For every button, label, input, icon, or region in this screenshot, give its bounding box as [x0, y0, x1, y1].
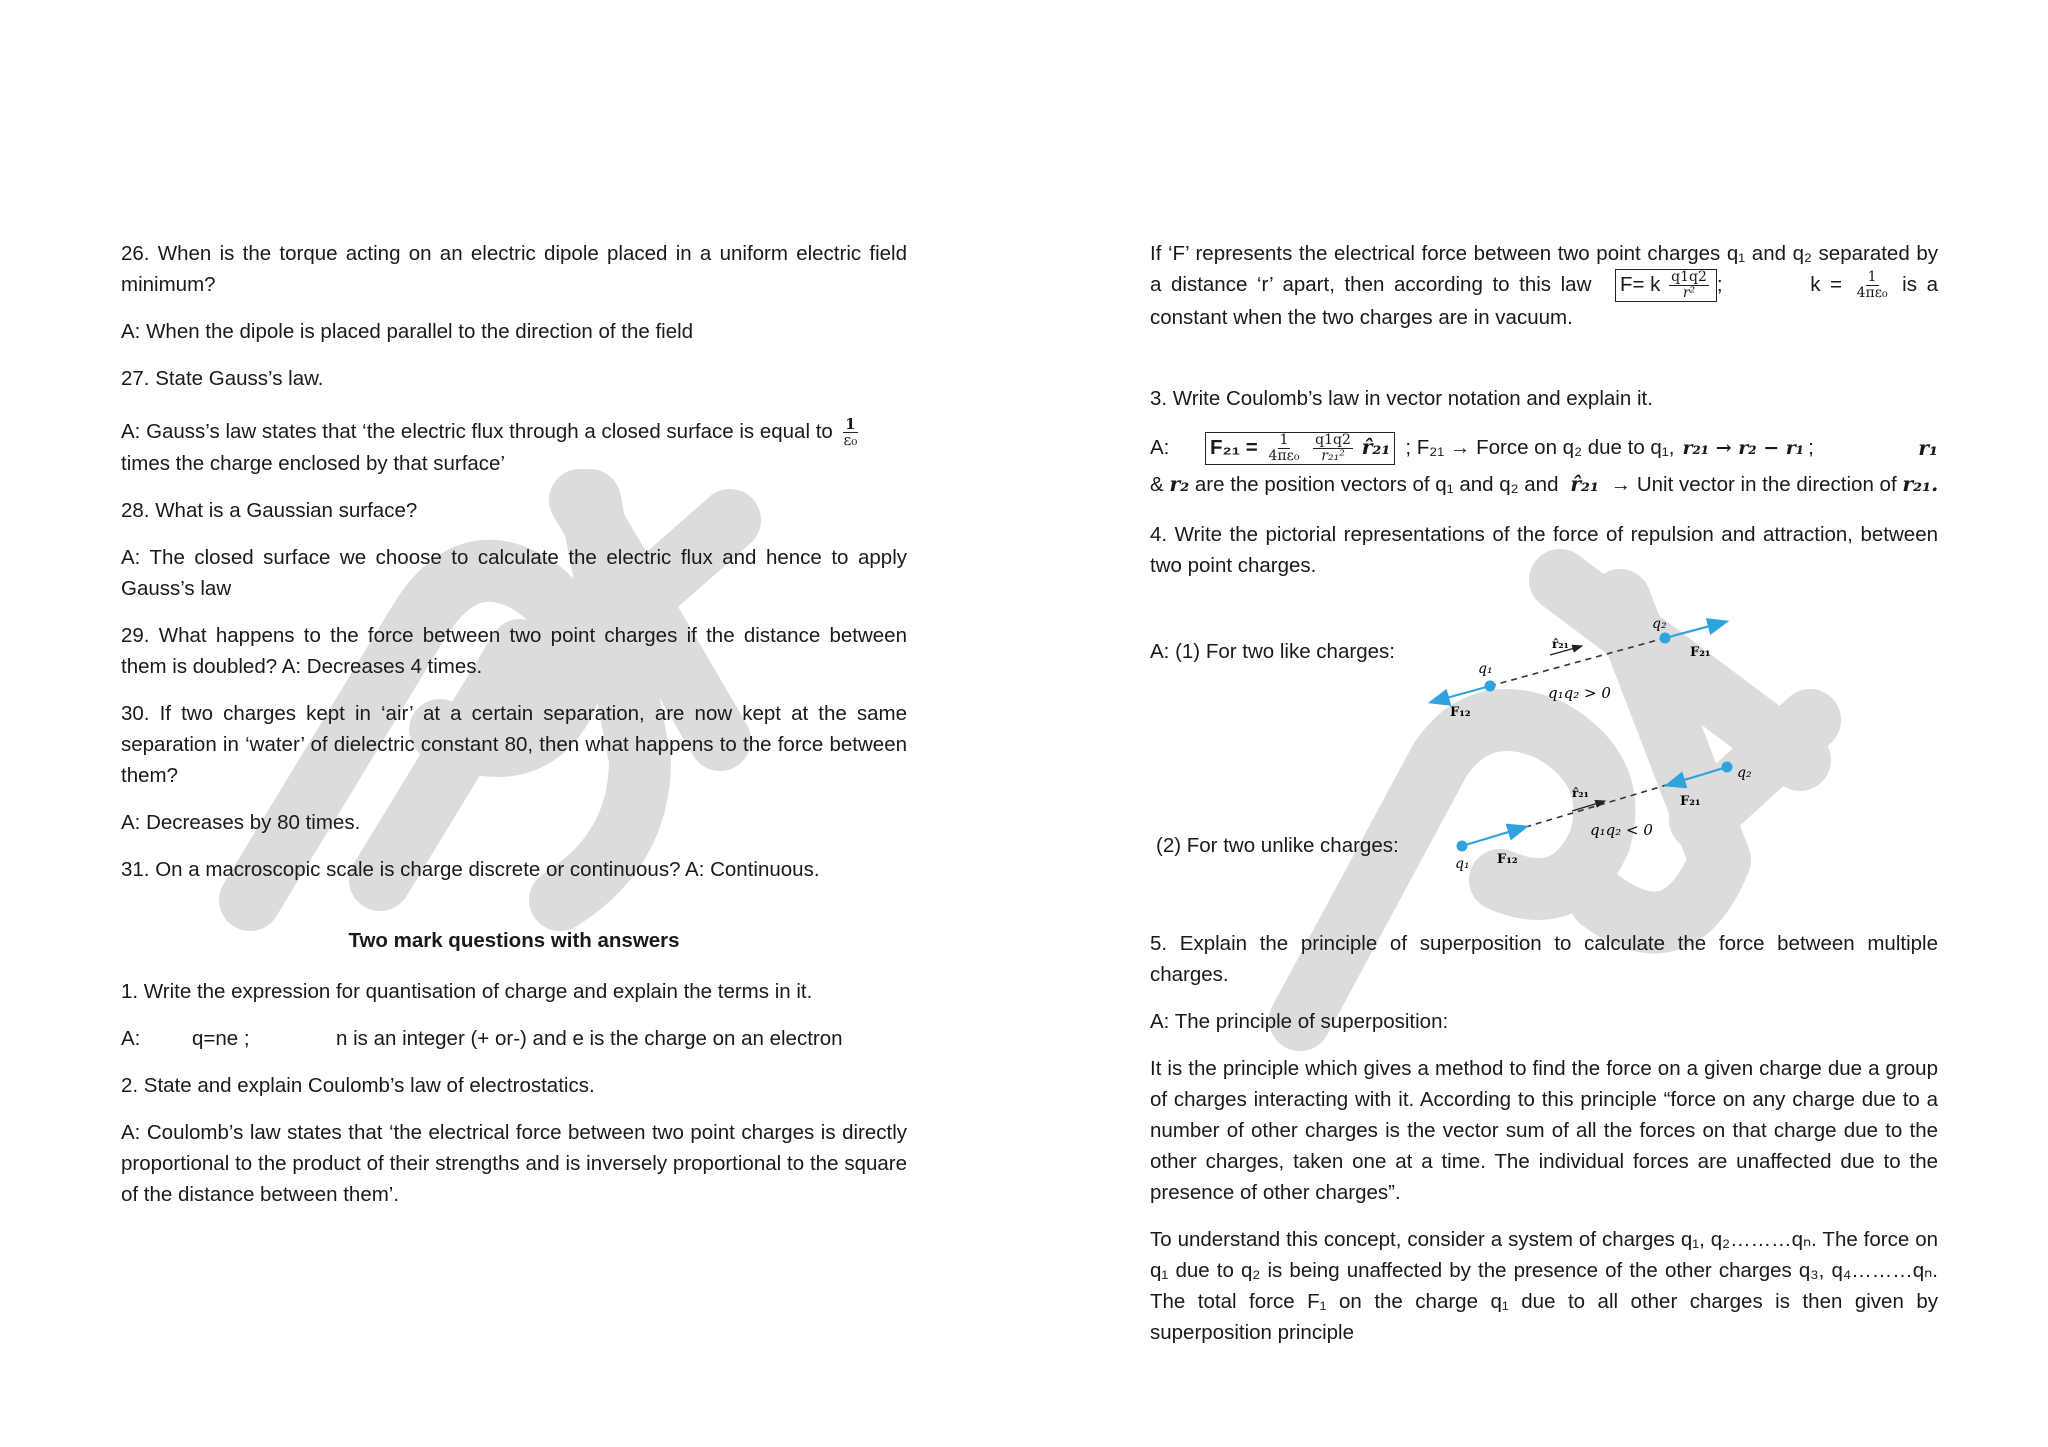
- question-29: 29. What happens to the force between two point charges if the distance between them is doubled? A: Decreases 4 times.: [121, 624, 907, 679]
- answer-30: A: Decreases by 80 times.: [121, 811, 361, 835]
- condition-label: q₁q₂ > 0: [1548, 684, 1611, 702]
- superposition-paragraph: It is the principle which gives a method to find the force on a given charge due a group of charges interacting with it. According to this principle “force on any charge due to a number of other charges is the vector sum of all the forces on that charge due to the other charges, taken one at a time. The individual forces are unaffected due to the presence of other charges”.: [1150, 1057, 1938, 1204]
- force-f12-arrow: [1462, 827, 1525, 846]
- charge-q2-dot: [1660, 633, 1671, 644]
- unit-vector-arrow: [1572, 801, 1605, 811]
- question-5: 5. Explain the principle of superposition to calculate the force between multiple charges.: [1150, 932, 1938, 986]
- repulsion-diagram: [1420, 610, 1750, 730]
- f21-label: F₂₁: [1690, 645, 1711, 660]
- question-28: 28. What is a Gaussian surface?: [121, 499, 418, 523]
- unlike-charges-label: (2) For two unlike charges:: [1156, 834, 1399, 857]
- two-mark-question-2: 2. State and explain Coulomb’s law of electrostatics.: [121, 1074, 595, 1098]
- condition-label: q₁q₂ < 0: [1590, 821, 1653, 839]
- q1-label: q₁: [1455, 856, 1470, 872]
- q2-label: q₂: [1737, 765, 1752, 781]
- vector-formula-box: F₂₁ = $\frac{1}{\text{4πε₀}}$ $\frac{q1q2}{\text{r₂₁²}}$ r̂₂₁: [1205, 432, 1395, 465]
- two-mark-answer-2: A: Coulomb’s law states that ‘the electrical force between two point charges is directly proportional to the product of their strengths and is inversely proportional to the square of the distance between them’.: [121, 1121, 907, 1207]
- q1-label: q₁: [1478, 661, 1493, 677]
- question-30: 30. If two charges kept in ‘air’ at a certain separation, are now kept at the same separation in ‘water’ of dielectric constant 80, then what happens to the force between them?: [121, 702, 907, 788]
- question-3: 3. Write Coulomb’s law in vector notation and explain it.: [1150, 387, 1653, 411]
- coulomb-formula-box: F= k $\frac{q1q2}{\text{r²}}$: [1615, 269, 1717, 302]
- right-column: [1150, 238, 1938, 597]
- charge-q1-dot: [1457, 841, 1468, 852]
- f12-label: F₁₂: [1450, 705, 1471, 720]
- two-mark-answer-1: A: q=ne ; n is an integer (+ or-) and e is the charge on an electron: [121, 1027, 843, 1051]
- coulomb-law-explanation: If ‘F’ represents the electrical force between two point charges q₁ and q₂ separated by a distance ‘r’ apart, then according to this law F= k $\frac{q1q2}{\text{r²}}$ ; k = $\frac{1}{\text{4πε₀}}$ is a constant when the two charges are in vacuum.: [1150, 242, 1938, 330]
- f12-label: F₁₂: [1497, 852, 1518, 867]
- answer-26: A: When the dipole is placed parallel to the direction of the field: [121, 320, 694, 343]
- question-26: 26. When is the torque acting on an electric dipole placed in a uniform electric field minimum?: [121, 242, 907, 296]
- r21-label: r̂₂₁: [1552, 637, 1569, 651]
- answer-5: A: The principle of superposition:: [1150, 1010, 1449, 1033]
- force-f21-arrow: [1668, 767, 1727, 785]
- answer-28: A: The closed surface we choose to calculate the electric flux and hence to apply Gauss’s law: [121, 546, 907, 601]
- superposition-example-paragraph: To understand this concept, consider a system of charges q₁, q₂………qₙ. The force on q₁ due to q₂ is being unaffected by the presence of the other charges q₃, q₄………qₙ. The total force F₁ on the charge q₁ due to all other charges is then given by superposition principle: [1150, 1228, 1938, 1344]
- question-31: 31. On a macroscopic scale is charge discrete or continuous? A: Continuous.: [121, 858, 820, 882]
- two-mark-question-1: 1. Write the expression for quantisation of charge and explain the terms in it.: [121, 980, 813, 1004]
- force-f21-arrow: [1665, 622, 1725, 638]
- charge-q2-dot: [1722, 762, 1733, 773]
- answer-27: A: Gauss’s law states that ‘the electric flux through a closed surface is equal to $\frac{1}{\text{ε₀}}$ times the charge enclosed by that surface’: [121, 415, 858, 476]
- k-fraction: $\frac{1}{\text{4πε₀}}$: [1856, 269, 1888, 302]
- answer-3: A: F₂₁ = $\frac{1}{\text{4πε₀}}$ $\frac{q1q2}{\text{r₂₁²}}$ r̂₂₁ ; F₂₁ → Force on q₂ due to q₁, r₂₁ → r₂ − r₁ ; r₁ & r₂ are the position vectors of q₁ and q₂ and r̂₂₁ → Unit vector in the direction of r₂₁.: [1150, 431, 1939, 497]
- separation-line: [1490, 638, 1665, 686]
- q2-label: q₂: [1652, 616, 1667, 632]
- question-4: 4. Write the pictorial representations of the force of repulsion and attraction, between two point charges.: [1150, 523, 1938, 578]
- section-heading: Two mark questions with answers: [348, 929, 680, 953]
- fraction-1-over-epsilon: $\frac{1}{\text{ε₀}}$: [843, 415, 858, 450]
- charge-q1-dot: [1485, 681, 1496, 692]
- attraction-diagram: [1440, 755, 1770, 875]
- force-f12-arrow: [1432, 686, 1490, 702]
- right-column-lower: [1150, 928, 1938, 1364]
- r21-label: r̂₂₁: [1572, 786, 1589, 800]
- question-27: 27. State Gauss’s law.: [121, 367, 324, 390]
- f21-label: F₂₁: [1680, 794, 1701, 809]
- left-column: [121, 238, 907, 1226]
- like-charges-label: A: (1) For two like charges:: [1150, 640, 1395, 663]
